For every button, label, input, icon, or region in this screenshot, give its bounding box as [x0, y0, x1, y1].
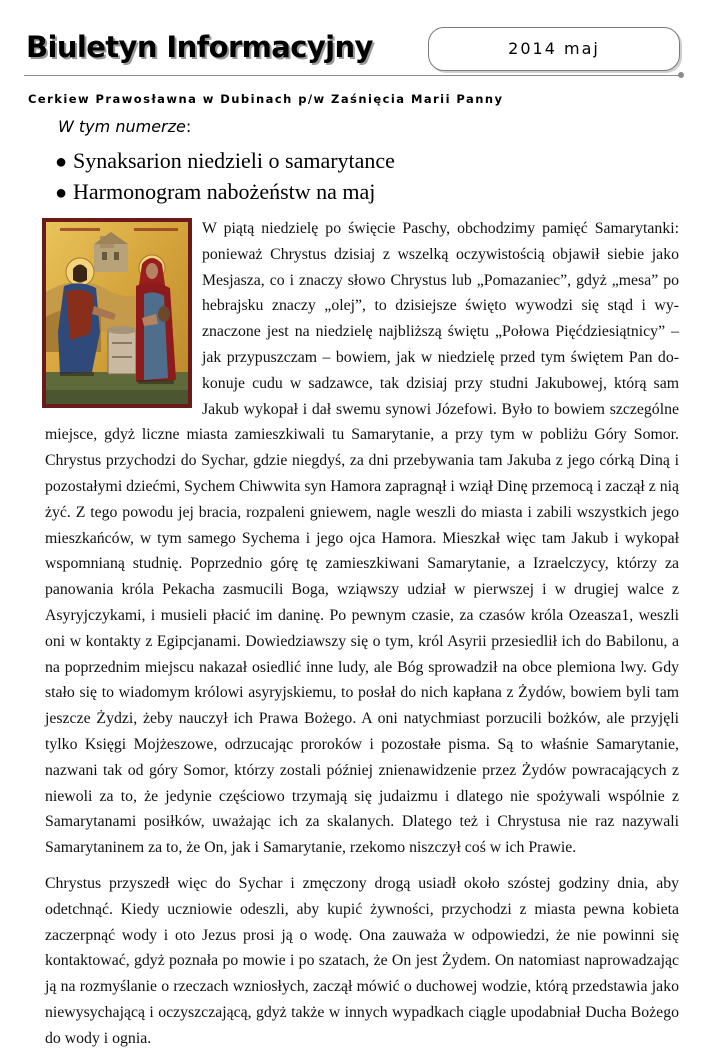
toc-item-label: Synaksarion niedzieli o samarytance	[73, 148, 395, 173]
table-of-contents	[55, 146, 395, 208]
header-divider-end-dot	[678, 72, 684, 78]
toc-item	[55, 177, 395, 208]
parish-subtitle: Cerkiew Prawosławna w Dubinach p/w Zaśnięcia Marii Panny	[28, 92, 504, 106]
samaritan-woman-icon-image	[42, 218, 192, 408]
toc-item-label: Harmonogram nabożeństw na maj	[73, 179, 376, 204]
bulletin-title: Biuletyn Informacyjny	[26, 30, 373, 64]
in-this-issue-label: W tym numerze	[58, 117, 186, 136]
in-this-issue-colon: :	[185, 117, 192, 136]
issue-date-badge: 2014 maj	[428, 27, 680, 71]
article-paragraph: Chrystus przyszedł więc do Sychar i zmęczony drogą usiadł około szóstej godziny dnia, aby odetchnąć. Kiedy uczniowie odeszli, aby kupić żywności, przychodzi z miasta pewna kobieta zaczerpnąć wody i oto Jezus prosi ją o wodę. Ona zauważa w odpowiedzi, że nie powinni się kontaktować, gdyż poznała po mowie i po szatach, że On jest Żydem. On natomiast naprowadzając ją na rozmyślanie o rzeczach wzniosłych, zaczął mówić o duchowej wodzie, którą przedstawia jako niewysychającą i oczyszczającą, gdyż także w innych wypadkach ciągle upodabniał Ducha Bożego do wody i ognia.	[45, 874, 679, 1047]
article-paragraph: W piątą niedzielę po święcie Paschy, obchodzimy pamięć Samarytanki: ponieważ Chrystus dzisiaj z wszelką oczywistością objawił siebie jako Mesjasza, co i znaczy słowo Chrystus lub „Pomazaniec”, gdyż „mesa” po hebrajsku znaczy „olej”, to dzisiejsze święto wywodzi się stąd i wyznaczone jest na niedzielę najbliższą świętu „Połowa Pięćdziesiątnicy” – jak przypuszczam – bowiem, jak w niedzielę przed tym świętem Pan dokonuje cudu w sadzawce, tak dzisiaj przy studni Jakubowej, którą sam Jakub wykopał i dał swemu synowi Józefowi. Było to bowiem szczególne miejsce, gdyż liczne miasta zamieszkiwali tu Samarytanie, a przy tym w pobliżu Góry Somor. Chrystus przychodzi do Sychar, gdzie niegdyś, za dni przebywania tam Jakuba z jego córką Diną i pozostałymi dziećmi, Sychem Chiwwita syn Hamora zapragnął i wziął Dinę przemocą i zaczął z nią żyć. Z tego powodu jej bracia, rozpaleni gniewem, nagle weszli do miasta i zabili wszystkich jego mieszkańców, w tym samego Sychema i jego ojca Hamora. Mieszkał więc tam Jakub i wykopał wspomnianą studnię. Poprzednio górę tę zamieszkiwani Samarytanie, a Izraelczycy, którzy za panowania króla Pekacha zasmucili Boga, wziąwszy udział w pierwszej i w drugiej walce z Asyryjczykami, i musieli płacić im daninę. Po pewnym czasie, za czasów króla Ozeasza1, weszli oni w kontakty z Egipcjanami. Dowiedziawszy się o tym, król Asyrii przesiedlił ich do Babilonu, a na poprzednim miejscu nakazał osiedlić inne ludy, ale Bóg sprowadził na obce plemiona lwy. Gdy stało się to wiadomym królowi asyryjskiemu, to posłał do nich kapłana z Żydów, bowiem byli tam jeszcze Żydzi, żeby nauczył ich Prawa Bożego. A oni natychmiast porzucili bożków, ale przyjęli tylko Księgi Mojżeszowe, odrzucając proroków i pozostałe pisma. Są to właśnie Samarytanie, nazwani tak od góry Somor, którzy zostali później znienawidzenie przez Żydów powracających z niewoli za to, że jedynie częściowo trzymają się judaizmu i dlatego nie spożywali wspólnie z Samarytanami posiłków, uważając ich za skalanych. Dlatego też i Chrystusa nie raz nazywali Samarytaninem za to, że On, jak i Samarytanie, rzekomo niszczył coś w ich Prawie.	[45, 220, 679, 857]
header-divider	[24, 75, 682, 76]
in-this-issue-heading	[58, 117, 191, 136]
toc-item	[55, 146, 395, 177]
article-body	[45, 216, 679, 1062]
bullet-icon: ●	[55, 182, 68, 204]
bullet-icon: ●	[55, 151, 68, 173]
icon-painting-svg	[46, 222, 188, 404]
